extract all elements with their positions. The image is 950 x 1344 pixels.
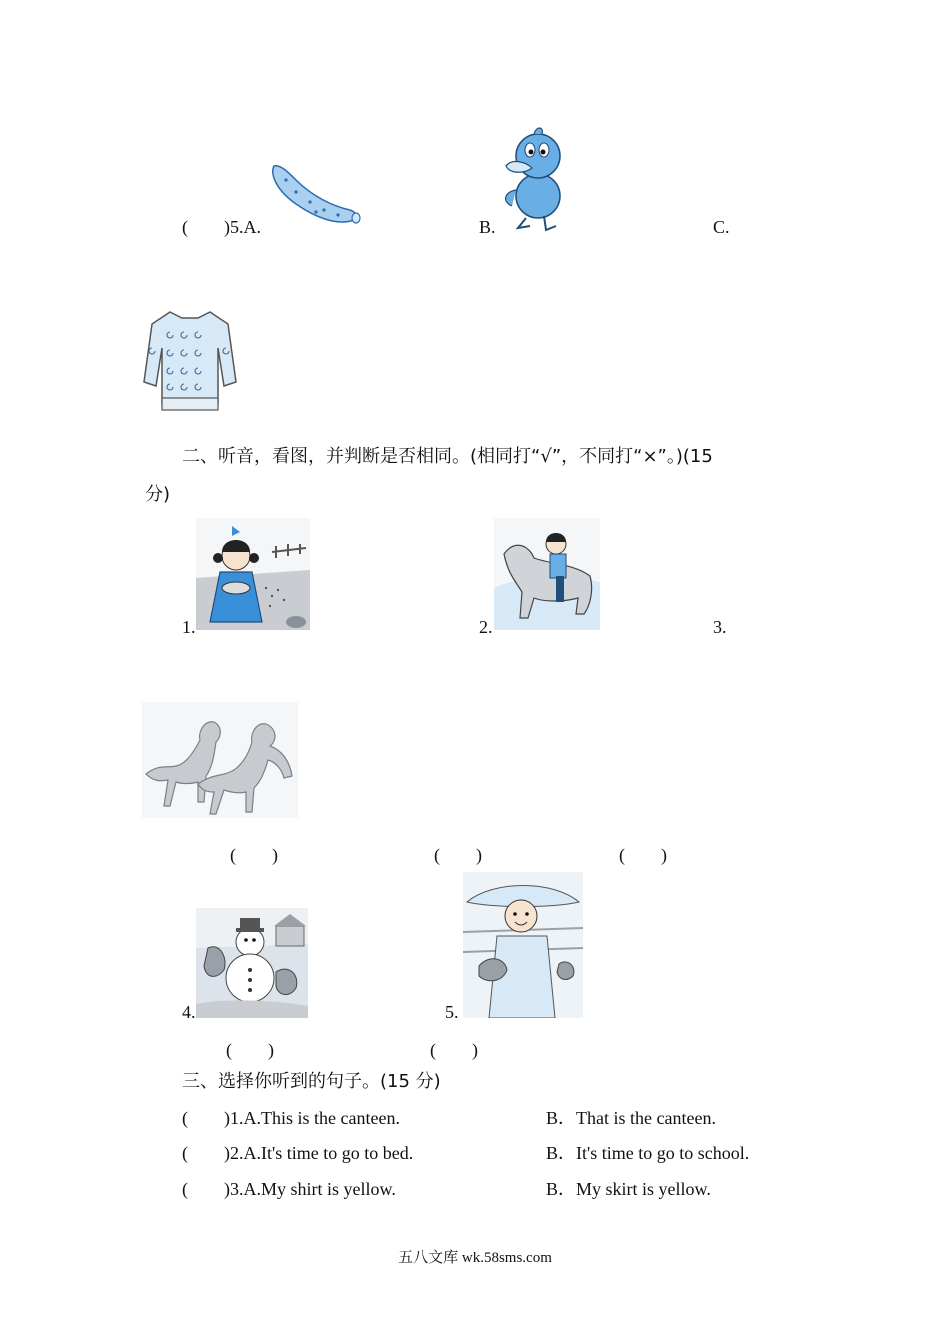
s2-answer-2[interactable]: ( ): [434, 845, 482, 865]
section3-heading: 三、选择你听到的句子。(15 分): [182, 1071, 441, 1092]
s2-item-4: 4.: [182, 1002, 196, 1022]
sweater-icon: [142, 308, 238, 414]
s2-item-3: 3.: [713, 617, 727, 637]
q5-label: ( )5.A.: [182, 217, 261, 237]
cucumber-icon: [266, 160, 362, 234]
s3-row-2-right: B．It's time to go to school.: [546, 1143, 750, 1163]
page-footer: 五八文库 wk.58sms.com: [398, 1250, 552, 1266]
s2-item-5: 5.: [445, 1002, 459, 1022]
section2-heading-line1: 二、听音，看图，并判断是否相同。(相同打“√”，不同打“×”。)(15: [182, 446, 713, 467]
s3-row-1-right: B．That is the canteen.: [546, 1108, 716, 1128]
boy-riding-horse-icon: [494, 518, 600, 630]
snowman-icon: [196, 908, 308, 1018]
s2-answer-1[interactable]: ( ): [230, 845, 278, 865]
boy-with-hat-icon: [463, 872, 583, 1018]
q5-option-c: C.: [713, 217, 730, 237]
s2-answer-3[interactable]: ( ): [619, 845, 667, 865]
s2-answer-5[interactable]: ( ): [430, 1040, 478, 1060]
q5-option-b: B.: [479, 217, 496, 237]
s2-item-2: 2.: [479, 617, 493, 637]
s2-answer-4[interactable]: ( ): [226, 1040, 274, 1060]
section2-heading-line2: 分): [145, 484, 171, 505]
girl-feeding-chickens-icon: [196, 518, 310, 630]
s3-row-1-left: ( )1.A.This is the canteen.: [182, 1108, 400, 1128]
s3-row-2-left: ( )2.A.It's time to go to bed.: [182, 1143, 414, 1163]
s2-item-1: 1.: [182, 617, 196, 637]
s3-row-3-left: ( )3.A.My shirt is yellow.: [182, 1179, 396, 1199]
s3-row-3-right: B．My skirt is yellow.: [546, 1179, 711, 1199]
two-horses-icon: [142, 702, 298, 818]
duck-icon: [496, 124, 568, 234]
